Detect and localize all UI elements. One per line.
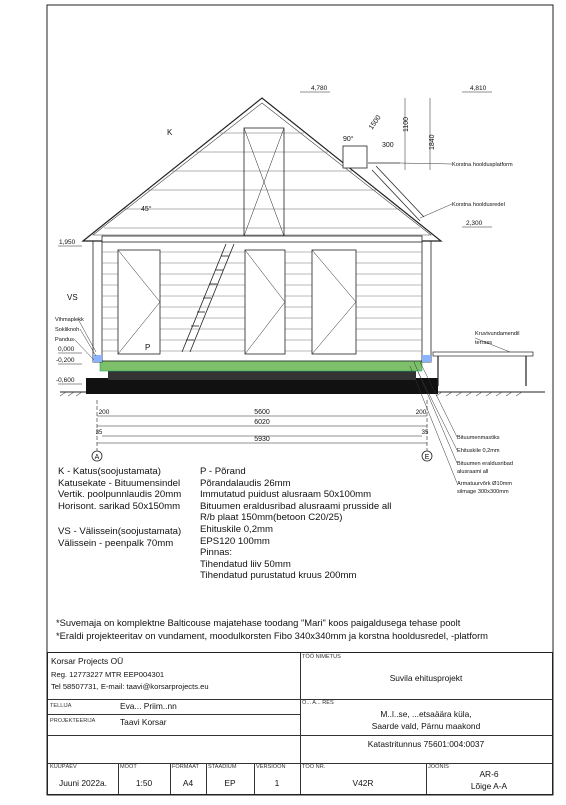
legend-p-title: P - Põrand [200,466,246,477]
tb-tellija-value: Eva... Priim..nn [120,701,177,711]
chimney [343,146,367,168]
note-1: *Suvemaja on komplektne Balticouse majatehase toodang "Mari" koos paigaldusega tehase poolt [56,617,461,628]
tb-projekteerija-label: PROJEKTEERIJA [50,718,96,724]
callout-alusraami: alusraami all [457,469,489,475]
tb-moot: MÕÕT 1:50 [120,764,153,788]
level-2300: 2,300 [466,220,483,227]
level-4810: 4,810 [470,85,487,92]
level-1950: 1,950 [59,239,76,246]
ridge-angle: 90° [343,136,354,143]
legend-k-title: K - Katus(soojustamata) [58,466,161,477]
right-wall [422,240,431,362]
legend-k1: Katusekate - Bituumensindel [58,477,181,489]
note-2: *Eraldi projekteeritav on vundament, moodulkorsten Fibo 340x340mm ja korstna hooldusredel, -platform [56,630,488,641]
dim-1500: 1500 [367,114,383,132]
dim-35-right: 35 [421,430,429,436]
tb-projekteerija [48,714,300,735]
legend-vs-title: VS - Välissein(soojustamata) [58,526,182,538]
callout-armatuur: Armatuurvõrk Ø10mm [457,481,513,487]
callout-ehituskile: Ehituskile 0,2mm [457,448,500,454]
legend-p7: Pinnas: [200,547,232,559]
dim-1100: 1100 [403,116,410,132]
legend-p1: Põrandalaudis 26mm [200,477,291,489]
tb-kuupaev: KUUPÄEV Juuni 2022a. [50,764,107,788]
roof-outline [83,98,441,241]
terrace-deck [433,352,533,356]
roof-angle: 45° [141,206,152,213]
callout-silmage: silmage 300x300mm [457,489,509,495]
ceiling-beam [102,236,422,242]
tb-too-nr: TÖÖ NR. V42R [302,764,374,788]
concrete-slab [100,361,422,371]
legend-p3: Bituumen eraldusribad alusraami prusside all [200,500,392,512]
callout-bituumen-eraldus: Bituumen eraldusribad [457,461,513,467]
dim-200-left: 200 [98,409,110,416]
legend-left [58,466,181,550]
tb-too-nimetus-value: Suvila ehitusprojekt [389,673,463,683]
dim-5600: 5600 [254,409,270,416]
tb-company: Korsar Projects OÜ [51,656,124,666]
title-block [47,652,553,795]
callout-bituumenmastiks: Bituumenmastiks [457,435,500,441]
tb-aadress1: M..l..se, ...etsaäära küla, [380,709,472,719]
tb-aadress-label: O... A... RES [302,700,334,706]
legend-p6: EPS120 100mm [200,535,270,547]
callout-pandus: Pandus [55,337,74,343]
eps-layer [108,370,416,380]
legend-right [200,466,391,582]
tb-joonis: JOONIS AR-6 Lõige A-A [428,764,508,791]
tb-contact: Tel 58507731, E-mail: taavi@korsarprojects.eu [51,682,209,691]
tb-versioon: VERSIOON 1 [256,764,286,788]
tb-reg: Reg. 12773227 MTR EEP004301 [51,670,165,679]
level-0600: -0,600 [56,377,75,384]
callout-sokliknoh: Sokliknoh [55,327,80,333]
tb-too-nimetus [300,653,552,699]
right-plinth [422,355,431,362]
tb-aadress [300,699,552,735]
gravel-layer [86,378,438,394]
legend-p5: Ehituskile 0,2mm [200,523,274,535]
dim-1840: 1840 [429,134,436,150]
axis-a-label: A [94,454,100,461]
legend-k3: Horisont. sarikad 50x150mm [58,500,181,512]
interior-ladder [182,244,234,352]
notes [56,616,488,642]
left-plinth [93,355,102,362]
dim-300: 300 [382,142,394,149]
legend-p9: Tihendatud purustatud kruus 200mm [200,570,357,582]
tb-too-nimetus-label: TÖÖ NIMETUS [302,654,341,660]
callout-korstna-platform: Korstna hooldusplatform [452,162,513,168]
tb-staadium: STAADIUM EP [208,764,237,788]
legend-p8: Tihendatud liiv 50mm [200,558,291,570]
tag-vs: VS [67,293,78,302]
level-0000: 0,000 [58,346,75,353]
tb-katastritunnus: Katastritunnus 75601:004:0037 [367,739,485,749]
dim-5930: 5930 [254,436,270,443]
wall-openings [118,250,356,354]
callout-terrass: terrass [475,340,493,346]
tb-tellija-label: TELLIJA [50,703,72,709]
tb-projekteerija-value: Taavi Korsar [120,717,167,727]
legend-p4: R/b plaat 150mm(betoon C20/25) [200,512,343,524]
tb-tellija [48,699,300,714]
dim-6020: 6020 [254,419,270,426]
tag-k: K [167,128,173,137]
legend-vs1: Välissein - peenpalk 70mm [58,537,174,549]
dim-200-right: 200 [415,409,427,416]
tb-formaat: FORMAAT A4 [172,764,199,788]
legend-k2: Vertik. poolpunnlaudis 20mm [58,489,182,501]
callout-vihmaplekk: Vihmaplekk [55,317,84,323]
tag-p: P [145,343,151,352]
level-4780: 4,780 [311,85,328,92]
axis-e-label: E [424,454,430,461]
left-wall [93,240,102,362]
dim-35-left: 35 [95,430,103,436]
tb-aadress2: Saarde vald, Pärnu maakond [371,721,481,731]
legend-p2: Immutatud puidust alusraam 50x100mm [200,489,372,501]
callout-kruvivundament: Kruvivundamendil [475,331,520,337]
callout-korstna-redel: Korstna hooldusredel [452,202,505,208]
level-0200: -0,200 [56,357,75,364]
